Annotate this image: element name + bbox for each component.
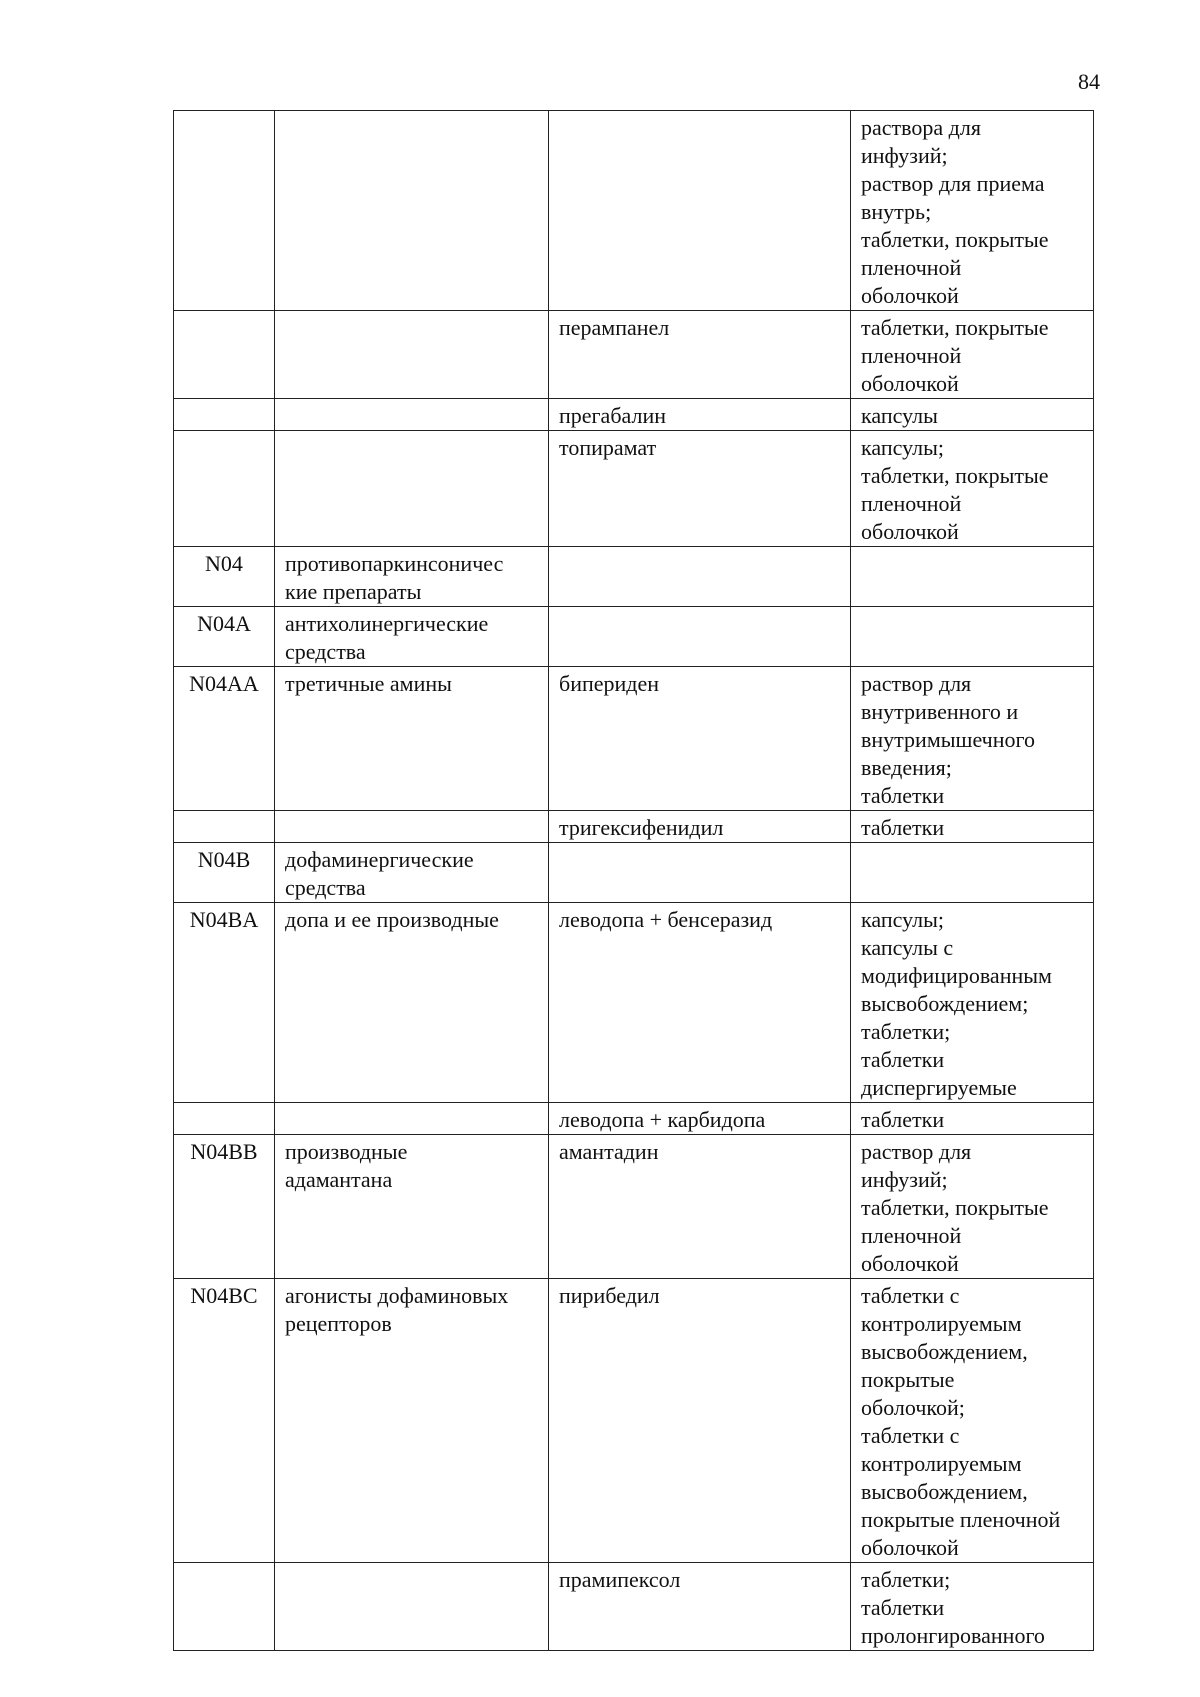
group-cell: дофаминергические средства bbox=[275, 843, 549, 903]
drug-cell bbox=[549, 111, 851, 311]
dosage-form-cell: раствор для внутривенного и внутримышечного введения; таблетки bbox=[851, 667, 1094, 811]
group-cell: противопаркинсоничес кие препараты bbox=[275, 547, 549, 607]
drug-cell: тригексифенидил bbox=[549, 811, 851, 843]
atc-code-cell bbox=[174, 1103, 275, 1135]
dosage-form-cell bbox=[851, 843, 1094, 903]
dosage-form-cell: капсулы bbox=[851, 399, 1094, 431]
page-number: 84 bbox=[1078, 69, 1100, 94]
group-cell: производные адамантана bbox=[275, 1135, 549, 1279]
atc-code-cell bbox=[174, 311, 275, 399]
group-cell bbox=[275, 1103, 549, 1135]
table-row bbox=[174, 431, 1094, 547]
dosage-form-cell: раствора для инфузий; раствор для приема внутрь; таблетки, покрытые пленочной оболочкой bbox=[851, 111, 1094, 311]
table-row bbox=[174, 1135, 1094, 1279]
table-row bbox=[174, 311, 1094, 399]
group-cell bbox=[275, 1563, 549, 1651]
table-row bbox=[174, 607, 1094, 667]
drug-cell: бипериден bbox=[549, 667, 851, 811]
table-row bbox=[174, 111, 1094, 311]
dosage-form-cell: таблетки bbox=[851, 1103, 1094, 1135]
drug-cell: прамипексол bbox=[549, 1563, 851, 1651]
atc-code-cell bbox=[174, 111, 275, 311]
group-cell bbox=[275, 399, 549, 431]
table-row bbox=[174, 1103, 1094, 1135]
dosage-form-cell: таблетки, покрытые пленочной оболочкой bbox=[851, 311, 1094, 399]
atc-code-cell bbox=[174, 431, 275, 547]
table-row bbox=[174, 1279, 1094, 1563]
atc-code-cell: N04BC bbox=[174, 1279, 275, 1563]
table-row bbox=[174, 399, 1094, 431]
group-cell: третичные амины bbox=[275, 667, 549, 811]
drug-cell: леводопа + бенсеразид bbox=[549, 903, 851, 1103]
atc-code-cell bbox=[174, 1563, 275, 1651]
atc-code-cell bbox=[174, 811, 275, 843]
group-cell: агонисты дофаминовых рецепторов bbox=[275, 1279, 549, 1563]
table-row bbox=[174, 903, 1094, 1103]
group-cell: антихолинергические средства bbox=[275, 607, 549, 667]
dosage-form-cell: таблетки; таблетки пролонгированного bbox=[851, 1563, 1094, 1651]
drug-cell: амантадин bbox=[549, 1135, 851, 1279]
group-cell bbox=[275, 311, 549, 399]
table-row bbox=[174, 811, 1094, 843]
atc-code-cell bbox=[174, 399, 275, 431]
dosage-form-cell: таблетки bbox=[851, 811, 1094, 843]
atc-code-cell: N04AA bbox=[174, 667, 275, 811]
table-row bbox=[174, 1563, 1094, 1651]
dosage-form-cell bbox=[851, 547, 1094, 607]
drug-cell: леводопа + карбидопа bbox=[549, 1103, 851, 1135]
drug-cell: пирибедил bbox=[549, 1279, 851, 1563]
drug-cell bbox=[549, 547, 851, 607]
group-cell bbox=[275, 431, 549, 547]
atc-code-cell: N04B bbox=[174, 843, 275, 903]
table-row bbox=[174, 843, 1094, 903]
group-cell: допа и ее производные bbox=[275, 903, 549, 1103]
drug-table bbox=[173, 110, 1094, 1651]
group-cell bbox=[275, 111, 549, 311]
atc-code-cell: N04A bbox=[174, 607, 275, 667]
group-cell bbox=[275, 811, 549, 843]
dosage-form-cell: таблетки с контролируемым высвобождением, покрытые оболочкой; таблетки с контролируемым высвобождением, покрытые пленочной оболочкой bbox=[851, 1279, 1094, 1563]
atc-code-cell: N04BB bbox=[174, 1135, 275, 1279]
drug-cell: прегабалин bbox=[549, 399, 851, 431]
drug-cell: топирамат bbox=[549, 431, 851, 547]
drug-cell bbox=[549, 607, 851, 667]
drug-cell: перампанел bbox=[549, 311, 851, 399]
table-row bbox=[174, 547, 1094, 607]
dosage-form-cell bbox=[851, 607, 1094, 667]
atc-code-cell: N04BA bbox=[174, 903, 275, 1103]
dosage-form-cell: капсулы; капсулы с модифицированным высвобождением; таблетки; таблетки диспергируемые bbox=[851, 903, 1094, 1103]
dosage-form-cell: раствор для инфузий; таблетки, покрытые пленочной оболочкой bbox=[851, 1135, 1094, 1279]
drug-cell bbox=[549, 843, 851, 903]
table-row bbox=[174, 667, 1094, 811]
dosage-form-cell: капсулы; таблетки, покрытые пленочной оболочкой bbox=[851, 431, 1094, 547]
atc-code-cell: N04 bbox=[174, 547, 275, 607]
